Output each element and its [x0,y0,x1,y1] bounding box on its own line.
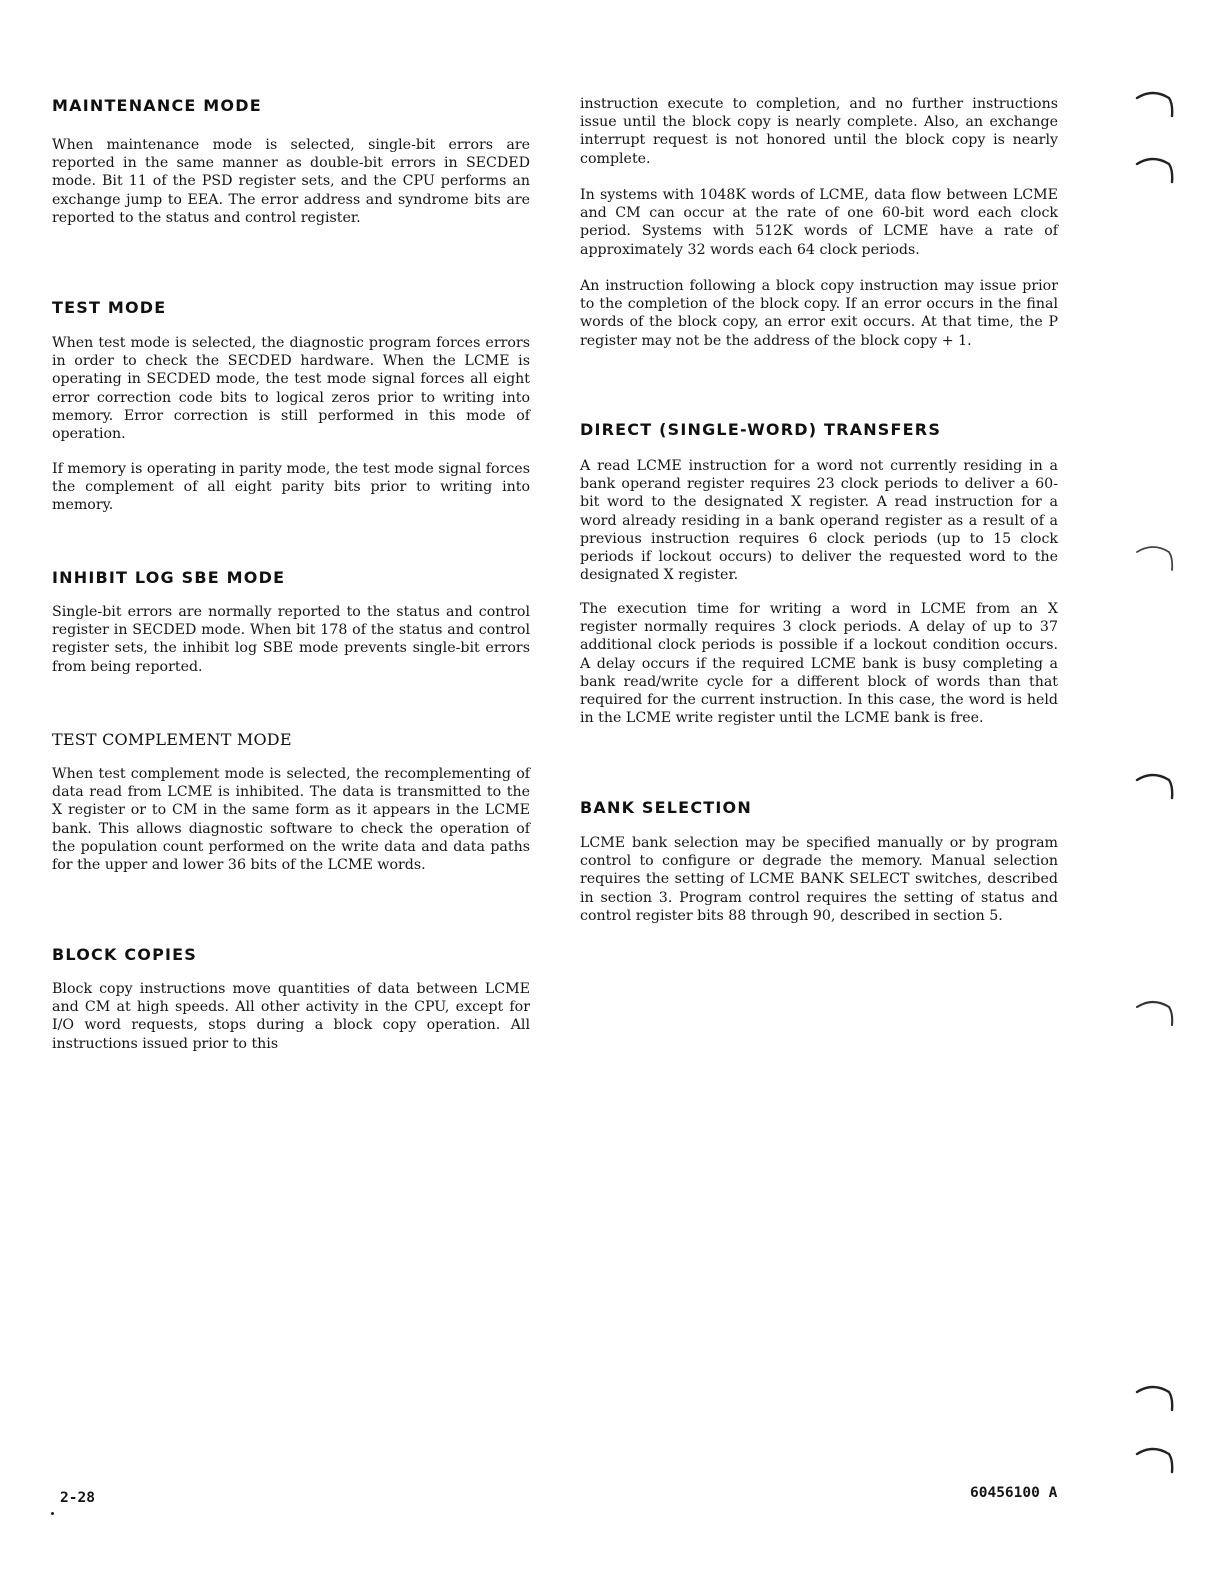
test-mode-heading: TEST MODE [52,298,167,317]
bank-selection-heading: BANK SELECTION [580,798,752,817]
direct-transfers-heading: DIRECT (SINGLE-WORD) TRANSFERS [580,420,942,439]
page-number: 2-28 [60,1490,95,1506]
test-mode-paragraph-1: When test mode is selected, the diagnostic program forces errors in order to check the SECDED hardware. When the LCME is operating in SECDED mode, the test mode signal forces all eight error correction code bits to logical zeros prior to writing into memory. Error correction is still performed in this mode of operation. [52,335,530,443]
binder-hole-mark-icon [1133,1442,1179,1476]
binder-hole-mark-icon [1133,995,1179,1029]
block-copies-continued-3: An instruction following a block copy instruction may issue prior to the completion of the block copy. If an error occurs in the final words of the block copy, an error exit occurs. At that time, the P register may not be the address of the block copy + 1. [580,278,1058,349]
bank-selection-text: LCME bank selection may be specified manually or by program control to configure or degrade the memory. Manual selection requires the setting of LCME BANK SELECT switches, described in section 3. Program control requires the setting of status and control register bits 88 through 90, described in section 5. [580,835,1058,924]
binder-hole-mark-icon [1133,768,1179,802]
block-copies-heading: BLOCK COPIES [52,945,198,964]
inhibit-log-sbe-text: Single-bit errors are normally reported to the status and control register in SECDED mode. When bit 178 of the status and control register sets, the inhibit log SBE mode prevents single-bit errors from being reported. [52,604,530,675]
binder-hole-mark-icon [1133,540,1179,574]
block-copies-continued-1: instruction execute to completion, and no further instructions issue until the block copy is nearly complete. Also, an exchange interrupt request is not honored until the block copy is nearly complete. [580,96,1058,167]
binder-hole-mark-icon [1133,1380,1179,1414]
direct-transfers-paragraph-1: A read LCME instruction for a word not currently residing in a bank operand register requires 23 clock periods to deliver a 60-bit word to the designated X register. A read instruction for a word already residing in a bank operand register as a result of a previous instruction requires 6 clock periods (up to 15 clock periods if lockout occurs) to deliver the requested word to the designated X register. [580,458,1058,584]
block-copies-text: Block copy instructions move quantities of data between LCME and CM at high speeds. All other activity in the CPU, except for I/O word requests, stops during a block copy operation. All instructions issued prior to this [52,981,530,1052]
inhibit-log-sbe-heading: INHIBIT LOG SBE MODE [52,568,286,587]
test-complement-heading: TEST COMPLEMENT MODE [52,730,292,749]
binder-hole-mark-icon [1133,86,1179,120]
maintenance-mode-text: When maintenance mode is selected, single-bit errors are reported in the same manner as double-bit errors in SECDED mode. Bit 11 of the PSD register sets, and the CPU performs an exchange jump to EEA. The error address and syndrome bits are reported to the status and control register. [52,137,530,226]
block-copies-continued-2: In systems with 1048K words of LCME, data flow between LCME and CM can occur at the rate of one 60-bit word each clock period. Systems with 512K words of LCME have a rate of approximately 32 words each 64 clock periods. [580,187,1058,258]
document-number: 60456100 A [970,1485,1058,1501]
binder-hole-mark-icon [1133,152,1179,186]
scan-dot [51,1512,54,1515]
maintenance-mode-heading: MAINTENANCE MODE [52,96,262,115]
direct-transfers-paragraph-2: The execution time for writing a word in LCME from an X register normally requires 3 clock periods. A delay of up to 37 additional clock periods is possible if a lockout condition occurs. A delay occurs if the required LCME bank is busy completing a bank read/write cycle for a different block of words than that required for the current instruction. In this case, the word is held in the LCME write register until the LCME bank is free. [580,601,1058,727]
test-complement-text: When test complement mode is selected, the recomplementing of data read from LCME is inhibited. The data is transmitted to the X register or to CM in the same form as it appears in the LCME bank. This allows diagnostic software to check the operation of the population count performed on the write data and data paths for the upper and lower 36 bits of the LCME words. [52,766,530,874]
test-mode-paragraph-2: If memory is operating in parity mode, the test mode signal forces the complement of all eight parity bits prior to writing into memory. [52,461,530,514]
